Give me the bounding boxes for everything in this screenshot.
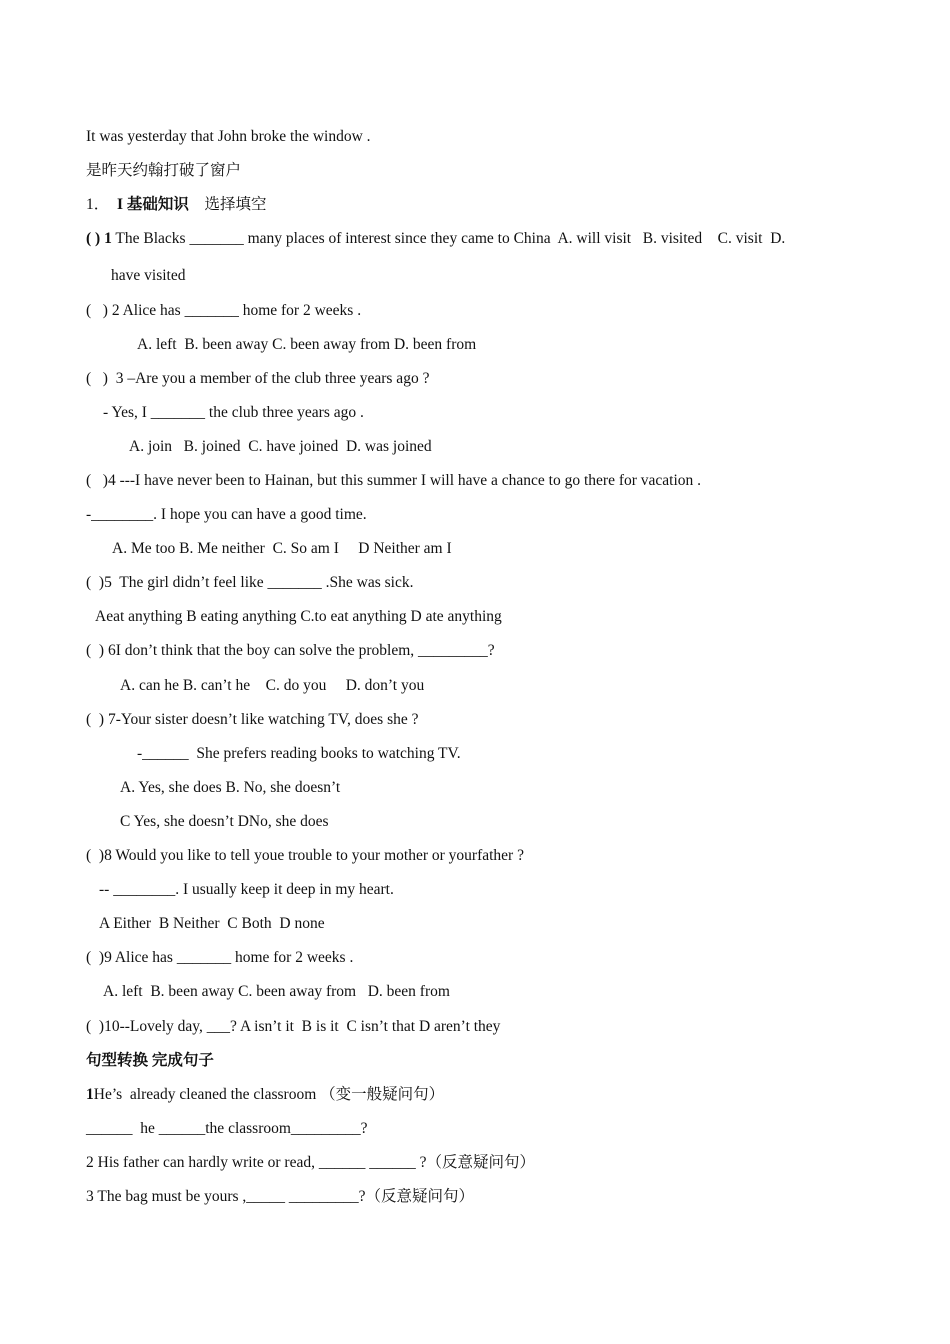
question-8-reply: -- ________. I usually keep it deep in my heart. xyxy=(99,881,394,898)
question-7-options-1: A. Yes, she does B. No, she doesn’t xyxy=(120,779,341,796)
sentence-1-number: 1 xyxy=(86,1086,94,1103)
question-4-options: A. Me too B. Me neither C. So am I D Neither am I xyxy=(112,540,452,557)
sentence-2: 2 His father can hardly write or read, ______ ______ ?（反意疑问句） xyxy=(86,1154,535,1171)
question-5-stem: ( )5 The girl didn’t feel like _______ .She was sick. xyxy=(86,574,414,591)
section1-subheading: 选择填空 xyxy=(204,196,267,213)
question-2-options: A. left B. been away C. been away from D. been from xyxy=(137,336,477,353)
section1-heading: I 基础知识 xyxy=(117,196,189,213)
question-3-reply: - Yes, I _______ the club three years ago . xyxy=(103,404,364,421)
section1-number: 1． xyxy=(86,196,110,213)
question-7-options-2: C Yes, she doesn’t DNo, she does xyxy=(120,813,329,830)
question-6-stem: ( ) 6I don’t think that the boy can solve the problem, _________? xyxy=(86,642,495,659)
question-1 xyxy=(86,229,785,249)
question-1-continuation: have visited xyxy=(111,267,186,284)
question-4-stem: ( )4 ---I have never been to Hainan, but this summer I will have a chance to go there for vacation . xyxy=(86,472,702,489)
sentence-3: 3 The bag must be yours ,_____ _________?（反意疑问句） xyxy=(86,1188,475,1205)
question-10-stem: ( )10--Lovely day, ___? A isn’t it B is it C isn’t that D aren’t they xyxy=(86,1018,501,1035)
question-9-stem: ( )9 Alice has _______ home for 2 weeks . xyxy=(86,949,354,966)
sentence-1 xyxy=(86,1085,444,1105)
question-7-stem: ( ) 7-Your sister doesn’t like watching TV, does she ? xyxy=(86,711,419,728)
section2-heading: 句型转换 完成句子 xyxy=(86,1052,214,1069)
question-9-options: A. left B. been away C. been away from D. been from xyxy=(103,983,450,1000)
question-8-options: A Either B Neither C Both D none xyxy=(99,915,325,932)
question-1-prefix: ( ) 1 xyxy=(86,230,112,247)
question-4-reply: -________. I hope you can have a good time. xyxy=(86,506,367,523)
question-5-options: Aeat anything B eating anything C.to eat anything D ate anything xyxy=(95,608,502,625)
question-1-text: The Blacks _______ many places of interest since they came to China A. will visit B. visited C. visit D. xyxy=(111,230,786,247)
intro-sentence-en: It was yesterday that John broke the window . xyxy=(86,128,371,145)
question-2-stem: ( ) 2 Alice has _______ home for 2 weeks . xyxy=(86,302,362,319)
question-3-options: A. join B. joined C. have joined D. was joined xyxy=(129,438,432,455)
question-8-stem: ( )8 Would you like to tell youe trouble to your mother or yourfather ? xyxy=(86,847,524,864)
question-6-options: A. can he B. can’t he C. do you D. don’t you xyxy=(120,677,425,694)
sentence-1-blank: ______ he ______the classroom_________? xyxy=(86,1120,368,1137)
question-7-reply: -______ She prefers reading books to watching TV. xyxy=(137,745,461,762)
sentence-1-text: He’s already cleaned the classroom （变一般疑问句） xyxy=(93,1086,445,1103)
section1-heading-line xyxy=(86,195,266,215)
question-3-stem: ( ) 3 –Are you a member of the club three years ago ? xyxy=(86,370,430,387)
intro-sentence-zh: 是昨天约翰打破了窗户 xyxy=(86,162,242,179)
